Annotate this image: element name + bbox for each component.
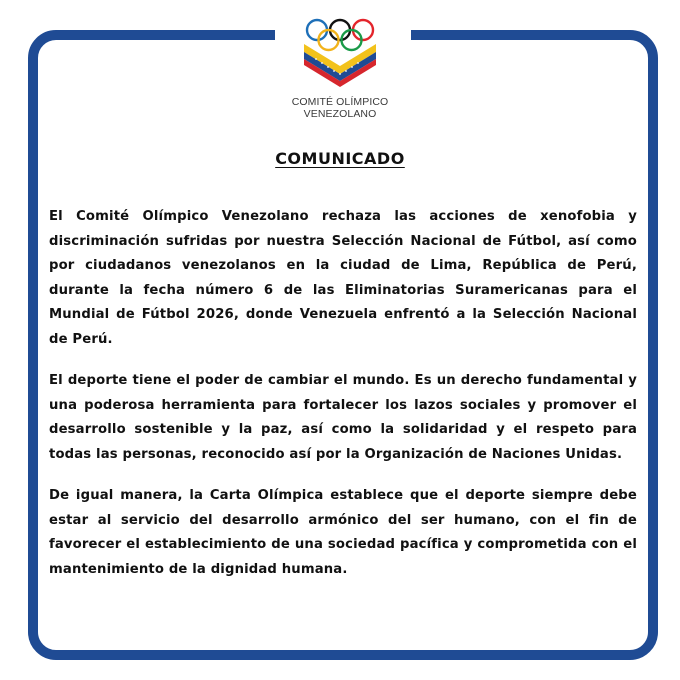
paragraph-1: El Comité Olímpico Venezolano rechaza las acciones de xenofobia y discriminación sufridas por nuestra Selección Nacional de Fútbol, así como por ciudadanos venezolanos en la ciudad de Lima, República de Perú, durante la fecha número 6 de las Eliminatorias Suramericanas para el Mundial de Fútbol 2026, donde Venezuela enfrentó a la Selección Nacional de Perú. bbox=[49, 209, 637, 347]
paragraph-2: El deporte tiene el poder de cambiar el mundo. Es un derecho fundamental y una poderosa herramienta para fortalecer los lazos sociales y promover el desarrollo sostenible y la paz, así como la solidaridad y el respeto para todas las personas, reconocido así por la Organización de Naciones Unidas. bbox=[49, 373, 637, 462]
olympic-rings-icon bbox=[300, 14, 380, 88]
paragraph-3: De igual manera, la Carta Olímpica establece que el deporte siempre debe estar al servicio del desarrollo armónico del ser humano, con el fin de favorecer el establecimiento de una sociedad pacífica y comprometida con el mantenimiento de la dignidad humana. bbox=[49, 488, 637, 577]
statement-body bbox=[49, 205, 637, 599]
org-name-line2: VENEZOLANO bbox=[303, 108, 377, 120]
org-name bbox=[283, 96, 397, 120]
org-name-line1: COMITÉ OLÍMPICO bbox=[291, 96, 389, 108]
logo bbox=[283, 14, 397, 122]
page-title: COMUNICADO bbox=[275, 149, 405, 168]
